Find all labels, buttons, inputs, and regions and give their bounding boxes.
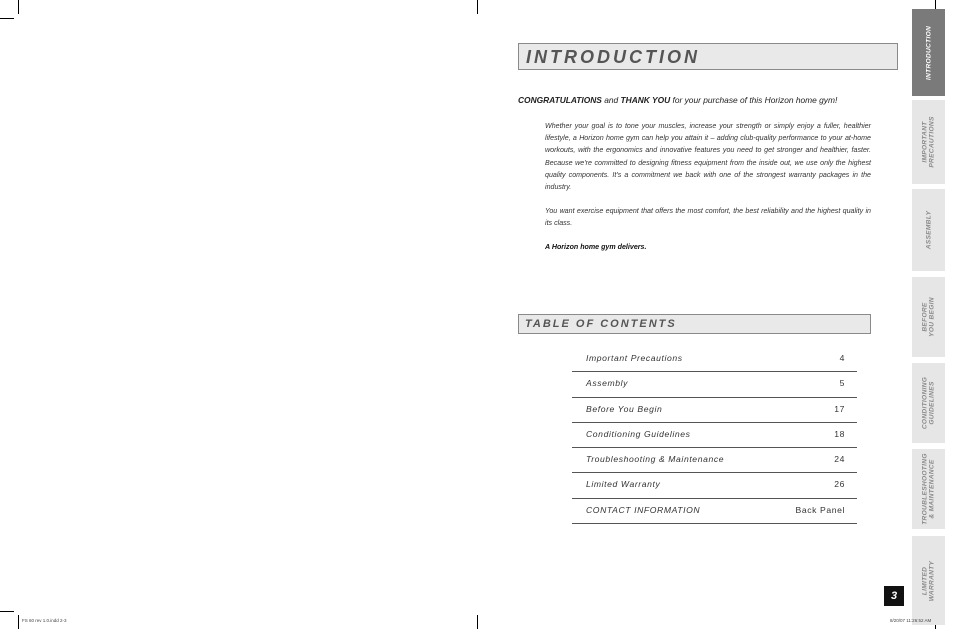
toc-entry-label: Troubleshooting & Maintenance	[586, 454, 725, 465]
toc-entry-page: 24	[834, 454, 845, 465]
toc-entry-page: 18	[834, 428, 845, 439]
toc-entry-page: 5	[839, 378, 845, 389]
tab-label: BEFORE YOU BEGIN	[921, 297, 936, 337]
tab-label: ASSEMBLY	[924, 210, 932, 250]
tab-important-precautions[interactable]	[912, 100, 945, 184]
toc-entry-label: Important Precautions	[586, 353, 683, 363]
tab-before-you-begin[interactable]	[912, 277, 945, 357]
toc-entry-label: Conditioning Guidelines	[586, 428, 691, 439]
page-title: INTRODUCTION	[526, 47, 700, 67]
toc-entry-label: Assembly	[586, 378, 629, 389]
tab-label: INTRODUCTION	[924, 25, 932, 80]
toc-entry-page: 26	[834, 479, 845, 490]
intro-paragraph-3: A Horizon home gym delivers.	[545, 243, 647, 251]
toc-list	[572, 347, 857, 524]
crop-mark	[0, 611, 14, 612]
toc-entry-label: CONTACT INFORMATION	[586, 504, 701, 515]
tab-label: LIMITED WARRANTY	[921, 560, 936, 601]
page-number: 3	[884, 586, 904, 606]
print-slug-right: 8/20/07 11:26:52 AM	[890, 618, 932, 623]
toc-entry-before-you-begin[interactable]	[572, 398, 857, 423]
toc-heading	[518, 314, 871, 334]
tab-troubleshooting-maintenance[interactable]	[912, 449, 945, 529]
toc-entry-troubleshooting[interactable]	[572, 448, 857, 473]
toc-entry-page: Back Panel	[795, 504, 845, 515]
lead-mid: and	[601, 95, 621, 105]
lead-sentence	[518, 95, 878, 105]
crop-mark	[0, 18, 14, 19]
tab-conditioning-guidelines[interactable]	[912, 363, 945, 443]
crop-mark	[18, 0, 19, 14]
lead-bold-thanks: THANK YOU	[620, 95, 671, 105]
lead-bold-congrats: CONGRATULATIONS	[518, 95, 602, 105]
tab-assembly[interactable]	[912, 189, 945, 271]
toc-entry-label: Limited Warranty	[586, 479, 661, 490]
toc-entry-label: Before You Begin	[586, 403, 663, 414]
toc-entry-page: 4	[839, 353, 845, 363]
toc-title: TABLE OF CONTENTS	[525, 318, 677, 330]
crop-mark	[477, 615, 478, 629]
toc-entry-page: 17	[834, 403, 845, 414]
crop-mark	[477, 0, 478, 14]
introduction-heading	[518, 43, 898, 70]
tab-label: CONDITIONING GUIDELINES	[921, 376, 936, 430]
intro-paragraph-2: You want exercise equipment that offers the most comfort, the best reliability and the highest quality in its class.	[545, 207, 871, 228]
tab-label: TROUBLESHOOTING & MAINTENANCE	[921, 453, 936, 525]
lead-rest: for your purchase of this Horizon home gym!	[670, 95, 838, 105]
tab-introduction[interactable]	[912, 9, 945, 96]
toc-entry-warranty[interactable]	[572, 473, 857, 498]
toc-entry-contact[interactable]	[572, 499, 857, 524]
intro-paragraph-1: Whether your goal is to tone your muscles, increase your strength or simply enjoy a fuller, healthier lifestyle, a Horizon home gym can help you attain it – adding club-quality performance to your at-home workouts, with the ergonomics and innovative features you need to get stronger and healthier, faster. Because we're committed to designing fitness equipment from the inside out, we use only the highest quality components. It's a commitment we back with one of the strongest warranty packages in the industry.	[545, 122, 871, 192]
toc-entry-precautions[interactable]	[572, 347, 857, 372]
print-slug-left: FS 60 rev 1.0.indd 2-3	[22, 618, 67, 623]
toc-entry-conditioning[interactable]	[572, 423, 857, 448]
tab-limited-warranty[interactable]	[912, 536, 945, 625]
tab-label: IMPORTANT PRECAUTIONS	[921, 116, 936, 168]
crop-mark	[18, 615, 19, 629]
toc-entry-assembly[interactable]	[572, 372, 857, 397]
